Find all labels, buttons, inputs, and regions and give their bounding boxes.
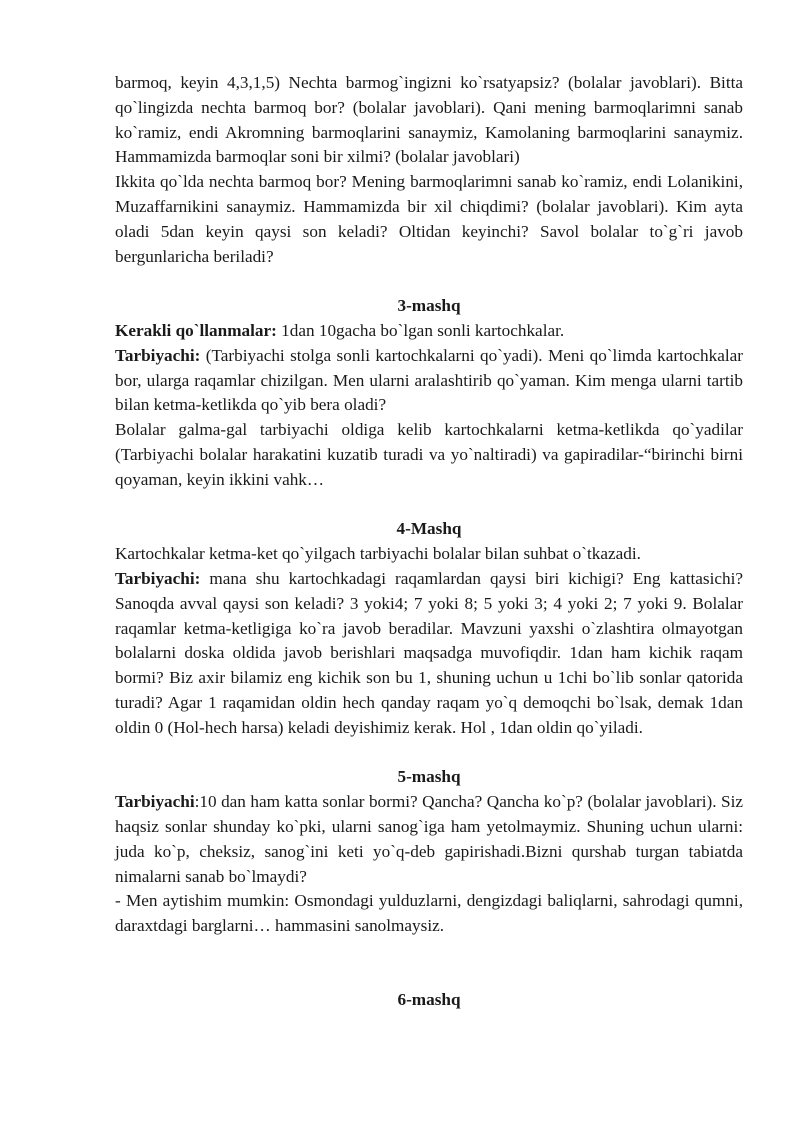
teacher-label: Tarbiyachi: <box>115 568 201 588</box>
exercise-4-paragraph: Kartochkalar ketma-ket qo`yilgach tarbiyachi bolalar bilan suhbat o`tkazadi. <box>115 544 641 564</box>
exercise-6-heading: 6-mashq <box>397 990 461 1010</box>
exercise-3-materials <box>115 319 743 344</box>
teacher-text: :10 dan ham katta sonlar bormi? Qancha? Qancha ko`p? (bolalar javoblari). Siz haqsiz sonlar shunday ko`pki, ularni sanog`iga ham yetolmaymiz. Shuning uchun ularni: juda ko`p, cheksiz, sanog`ini keti yo`q-deb gapirishadi.Bizni qurshab turgan tabiatda nimalarni sanab bo`lmaydi? <box>115 792 743 886</box>
teacher-label: Tarbiyachi: <box>115 345 201 365</box>
spacer <box>115 269 743 294</box>
exercise-3-heading: 3-mashq <box>397 296 461 316</box>
spacer <box>115 939 743 989</box>
exercise-4-heading: 4-Mashq <box>396 519 462 539</box>
exercise-3-paragraph: Bolalar galma-gal tarbiyachi oldiga kelib kartochkalarni ketma-ketlikda qo`yadilar (Tarbiyachi bolalar harakatini kuzatib turadi va yo`naltiradi) va gapiradilar-“birinchi birni qoyaman, keyin ikkini vahk… <box>115 420 743 489</box>
teacher-label: Tarbiyachi <box>115 792 195 812</box>
document-page <box>115 71 743 1013</box>
exercise-5-heading: 5-mashq <box>397 767 461 787</box>
exercise-5-teacher <box>115 790 743 889</box>
spacer <box>115 741 743 766</box>
teacher-text: (Tarbiyachi stolga sonli kartochkalarni qo`yadi). Meni qo`limda kartochkalar bor, ularga raqamlar chizilgan. Men ularni aralashtirib qo`yaman. Kim menga ularni tartib bilan ketma-ketlikda qo`yib bera oladi? <box>115 345 743 415</box>
exercise-5-paragraph: - Men aytishim mumkin: Osmondagi yulduzlarni, dengizdagi baliqlarni, sahrodagi qumni, daraxtdagi barglarni… hammasini sanolmaysiz. <box>115 891 743 936</box>
exercise-3-teacher <box>115 344 743 418</box>
materials-label: Kerakli qo`llanmalar: <box>115 320 277 340</box>
exercise-4-teacher <box>115 567 743 741</box>
materials-text: 1dan 10gacha bo`lgan sonli kartochkalar. <box>276 320 565 340</box>
intro-paragraph-2: Ikkita qo`lda nechta barmoq bor? Mening barmoqlarimni sanab ko`ramiz, endi Lolanikini, Muzaffarnikini sanaymiz. Hammamizda bir xil chiqdimi? (bolalar javoblari). Kim ayta oladi 5dan keyin qaysi son keladi? Oltidan keyinchi? Savol bolalar to`g`ri javob bergunlaricha beriladi? <box>115 172 743 266</box>
teacher-text: mana shu kartochkadagi raqamlardan qaysi biri kichigi? Eng kattasichi? Sanoqda avval qaysi son keladi? 3 yoki4; 7 yoki 8; 5 yoki 3; 4 yoki 2; 7 yoki 9. Bolalar raqamlar ketma-ketligiga ko`ra javob beradilar. Mavzuni yaxshi o`zlashtira olmayotgan bolalarni doska oldida javob berishlari maqsadga muvofiqdir. 1dan ham kichik raqam bormi? Biz axir bilamiz eng kichik son bu 1, shuning uchun u 1chi bo`lib sonlar qatorida turadi? Agar 1 raqamidan oldin hech qanday raqam yo`q demoqchi bo`lsak, demak 1dan oldin 0 (Hol-hech harsa) keladi deyishimiz kerak. Hol , 1dan oldin qo`yiladi. <box>115 568 743 737</box>
intro-paragraph-1: barmoq, keyin 4,3,1,5) Nechta barmog`ingizni ko`rsatyapsiz? (bolalar javoblari). Bitta qo`lingizda nechta barmoq bor? (bolalar javoblari). Qani mening barmoqlarimni sanab ko`ramiz, endi Akromning barmoqlarini sanaymiz, Kamolaning barmoqlarini sanaymiz. Hammamizda barmoqlar soni bir xilmi? (bolalar javoblari) <box>115 73 743 167</box>
spacer <box>115 493 743 518</box>
